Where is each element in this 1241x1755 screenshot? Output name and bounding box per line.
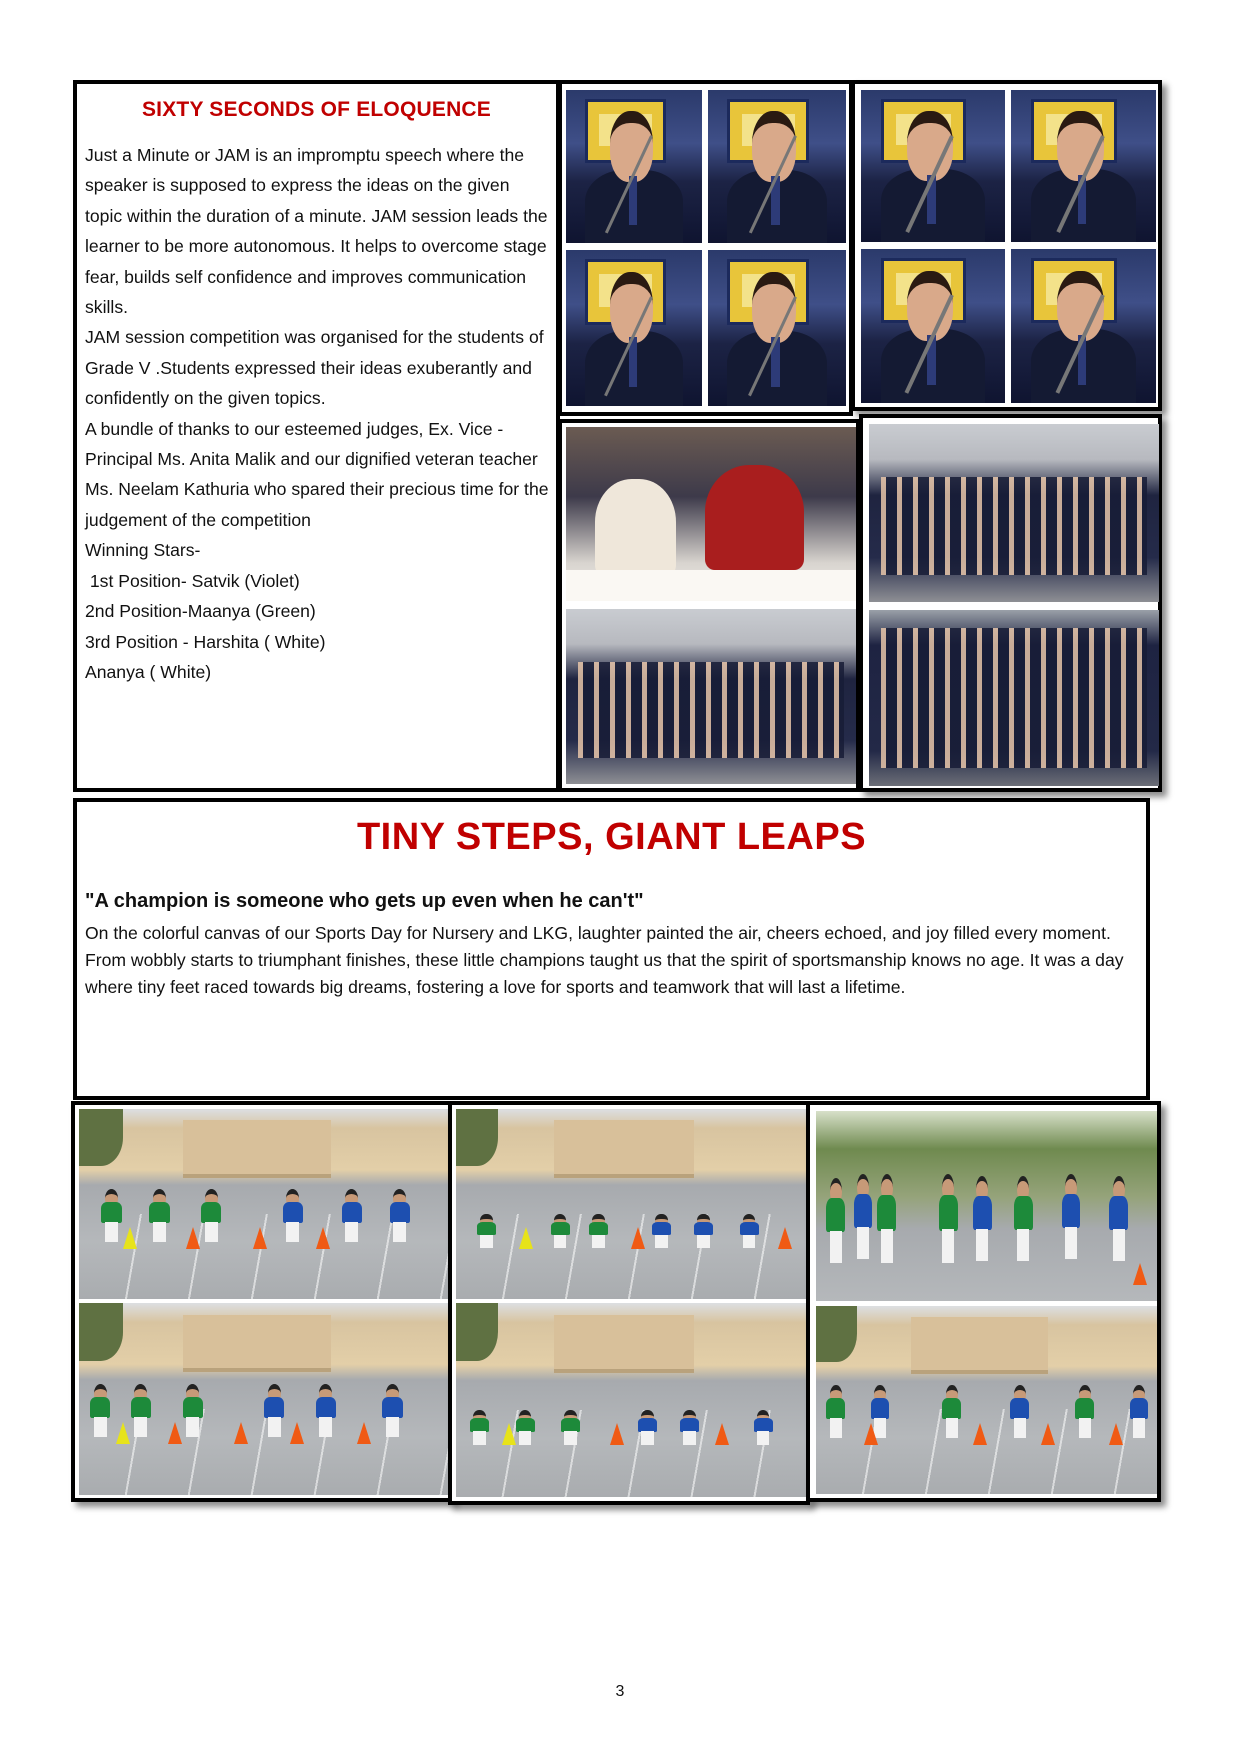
jam-judges-photos xyxy=(558,419,860,792)
jam-paragraph: Just a Minute or JAM is an impromptu speech where the speaker is supposed to express the ideas on the given topic within the duration of a minute. JAM session leads the learner to be more autonomous. It helps to overcome stage fear, builds self confidence and improves communication skills. xyxy=(85,145,548,318)
sports-body: On the colorful canvas of our Sports Day for Nursery and LKG, laughter painted the air, cheers echoed, and joy filled every moment. From wobbly starts to triumphant finishes, these little champions taught us that the spirit of sportsmanship knows no age. It was a day where tiny feet raced towards big dreams, fostering a love for sports and teamwork that will last a lifetime. xyxy=(85,923,1124,998)
jam-paragraph: JAM session competition was organised for the students of Grade V .Students expressed their ideas exuberantly and confidently on the given topics. xyxy=(85,327,544,409)
sports-photos-middle xyxy=(448,1101,810,1505)
sports-photo xyxy=(79,1109,449,1299)
jam-speaker-photos-right xyxy=(851,80,1162,411)
jam-paragraph: A bundle of thanks to our esteemed judges, Ex. Vice - Principal Ms. Anita Malik and our dignified veteran teacher Ms. Neelam Kathuria who spared their precious time for the judgement of the competition xyxy=(85,418,549,530)
speaker-photo xyxy=(566,90,702,243)
page-number: 3 xyxy=(615,1683,625,1700)
jam-winner-3: 3rd Position - Harshita ( White) xyxy=(85,631,326,652)
jam-winner-1: 1st Position- Satvik (Violet) xyxy=(85,570,300,591)
group-photo xyxy=(869,424,1159,602)
speaker-photo xyxy=(861,249,1005,403)
jam-section-body xyxy=(85,140,550,687)
jam-section-title: SIXTY SECONDS OF ELOQUENCE xyxy=(141,98,492,121)
speaker-photo xyxy=(1011,249,1156,403)
sports-photo xyxy=(816,1111,1157,1301)
jam-text-box xyxy=(73,80,560,792)
jam-winner-3b: Ananya ( White) xyxy=(85,661,212,682)
sports-photo xyxy=(816,1306,1157,1494)
speaker-photo xyxy=(566,250,702,406)
audience-photo xyxy=(869,610,1159,786)
sports-photo xyxy=(79,1303,449,1495)
sports-photo xyxy=(456,1303,806,1497)
group-photo xyxy=(566,609,856,784)
sports-text-box xyxy=(73,798,1150,1100)
speaker-photo xyxy=(1011,90,1156,242)
speaker-photo xyxy=(708,90,846,243)
jam-paragraph: Winning Stars- xyxy=(85,540,201,561)
jam-winner-2: 2nd Position-Maanya (Green) xyxy=(85,601,316,622)
jam-speaker-photos-left xyxy=(558,80,853,416)
speaker-photo xyxy=(861,90,1005,242)
jam-group-photos xyxy=(859,414,1162,792)
sports-photos-left xyxy=(71,1101,453,1502)
sports-photos-right xyxy=(806,1101,1161,1502)
speaker-photo xyxy=(708,250,846,406)
judges-photo xyxy=(566,427,856,601)
sports-photo xyxy=(456,1109,806,1299)
sports-section-title: TINY STEPS, GIANT LEAPS xyxy=(356,816,867,858)
sports-quote: "A champion is someone who gets up even when he can't" xyxy=(85,890,644,912)
